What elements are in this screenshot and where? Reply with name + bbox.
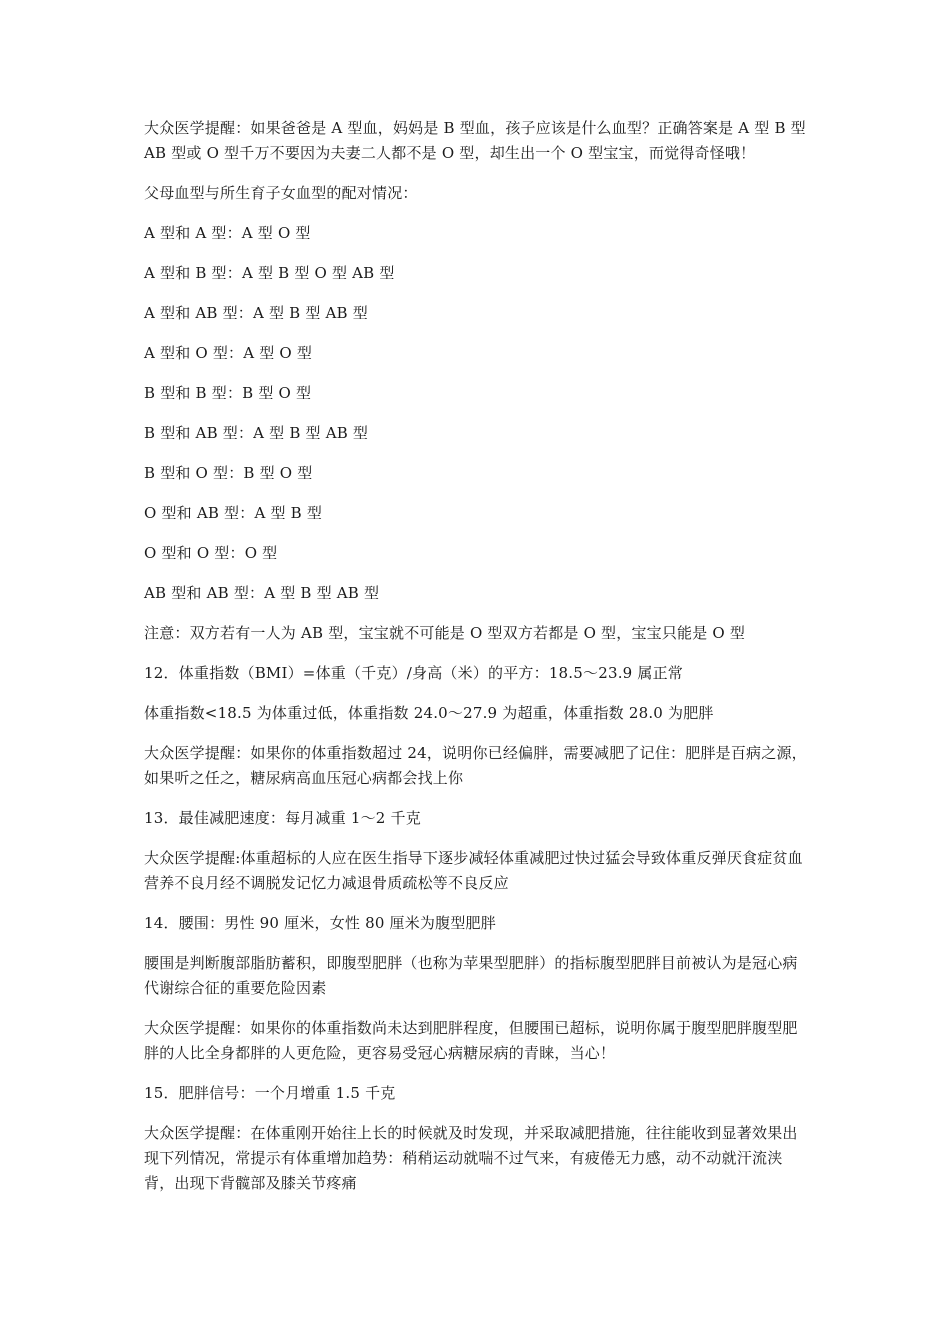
paragraph-bmi-ranges: 体重指数<18.5 为体重过低，体重指数 24.0～27.9 为超重，体重指数 28.0 为肥胖	[144, 704, 714, 722]
blood-pair-b-b: B 型和 B 型：B 型 O 型	[144, 384, 312, 402]
blood-pair-a-ab: A 型和 AB 型：A 型 B 型 AB 型	[144, 304, 368, 322]
paragraph-obesity-signal-reminder: 大众医学提醒：在体重刚开始往上长的时候就及时发现，并采取减肥措施，往往能收到显著效果出现下列情况，常提示有体重增加趋势：稍稍运动就喘不过气来，有疲倦无力感，动不动就汗流浃背，出现下背髋部及膝关节疼痛	[144, 1124, 798, 1192]
blood-pair-a-o: A 型和 O 型：A 型 O 型	[144, 344, 313, 362]
paragraph-weight-loss-reminder: 大众医学提醒:体重超标的人应在医生指导下逐步减轻体重减肥过快过猛会导致体重反弹厌食症贫血营养不良月经不调脱发记忆力减退骨质疏松等不良反应	[144, 849, 803, 892]
section-15-obesity-signal-heading: 15．肥胖信号：一个月增重 1.5 千克	[144, 1084, 396, 1102]
paragraph-blood-type-note: 注意：双方若有一人为 AB 型，宝宝就不可能是 O 型双方若都是 O 型，宝宝只能是 O 型	[144, 624, 746, 642]
section-12-bmi-heading: 12．体重指数（BMI）=体重（千克）/身高（米）的平方：18.5～23.9 属正常	[144, 664, 683, 682]
blood-pair-o-ab: O 型和 AB 型：A 型 B 型	[144, 504, 323, 522]
blood-pair-ab-ab: AB 型和 AB 型：A 型 B 型 AB 型	[144, 584, 380, 602]
section-14-waist-heading: 14．腰围：男性 90 厘米，女性 80 厘米为腹型肥胖	[144, 914, 496, 932]
section-13-weight-loss-heading: 13．最佳减肥速度：每月减重 1～2 千克	[144, 809, 421, 827]
paragraph-bmi-reminder: 大众医学提醒：如果你的体重指数超过 24，说明你已经偏胖，需要减肥了记住：肥胖是百病之源，如果听之任之，糖尿病高血压冠心病都会找上你	[144, 744, 807, 787]
blood-pair-a-b: A 型和 B 型：A 型 B 型 O 型 AB 型	[144, 264, 395, 282]
document-page	[144, 116, 808, 1211]
blood-pair-o-o: O 型和 O 型：O 型	[144, 544, 278, 562]
paragraph-waist-reminder: 大众医学提醒：如果你的体重指数尚未达到肥胖程度，但腰围已超标，说明你属于腹型肥胖腹型肥胖的人比全身都胖的人更危险，更容易受冠心病糖尿病的青睐，当心！	[144, 1019, 798, 1062]
blood-pair-b-o: B 型和 O 型：B 型 O 型	[144, 464, 313, 482]
paragraph-blood-type-reminder: 大众医学提醒：如果爸爸是 A 型血，妈妈是 B 型血，孩子应该是什么血型？正确答案是 A 型 B 型 AB 型或 O 型千万不要因为夫妻二人都不是 O 型，却生出一个 O 型宝宝，而觉得奇怪哦！	[144, 119, 806, 162]
paragraph-waist-explanation: 腰围是判断腹部脂肪蓄积，即腹型肥胖（也称为苹果型肥胖）的指标腹型肥胖目前被认为是冠心病代谢综合征的重要危险因素	[144, 954, 798, 997]
blood-pair-a-a: A 型和 A 型：A 型 O 型	[144, 224, 311, 242]
paragraph-blood-type-table-intro: 父母血型与所生育子女血型的配对情况：	[144, 184, 418, 202]
blood-pair-b-ab: B 型和 AB 型：A 型 B 型 AB 型	[144, 424, 369, 442]
